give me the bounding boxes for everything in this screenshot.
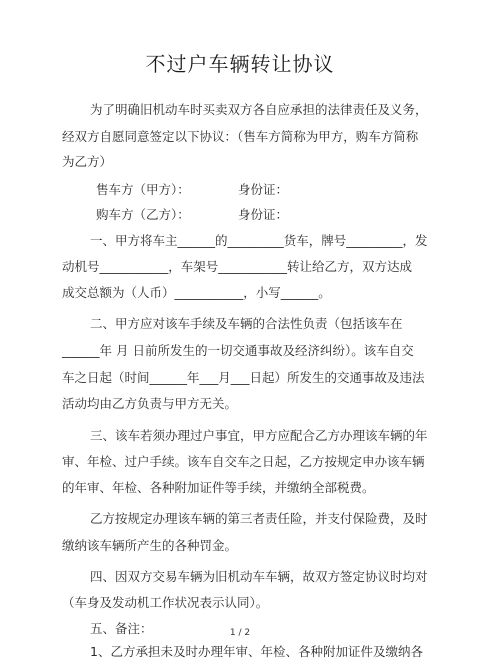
seller-label: 售车方（甲方）： [96, 182, 190, 197]
clause-2-line-3: 车之日起（时间______年___月___日起）所发生的交通事故及违法 [62, 370, 425, 385]
seller-id-label: 身份证： [238, 182, 289, 197]
buyer-label: 购车方（乙方）： [96, 207, 190, 222]
clause-3-line-1: 三、该车若须办理过户事宜，甲方应配合乙方办理该车辆的年 [90, 428, 428, 443]
clause-3-line-3: 的年审、年检、各种附加证件等手续，并缴纳全部税费。 [62, 480, 375, 495]
clause-1-line-2: 动机号___________，车架号___________转让给乙方，双方达成 [62, 259, 413, 274]
intro-line-1: 为了明确旧机动车时买卖双方各自应承担的法律责任及义务， [90, 102, 428, 117]
buyer-id-label: 身份证： [238, 207, 289, 222]
clause-2-line-4: 活动均由乙方负责与甲方无关。 [62, 396, 238, 411]
clause-2-line-2: ______年 月 日前所发生的一切交通事故及经济纠纷）。该车自交 [62, 343, 414, 358]
clause-5-heading: 五、备注： [90, 621, 153, 636]
intro-line-2: 经双方自愿同意签定以下协议：（售车方简称为甲方，购车方简称 [62, 129, 419, 144]
insurance-line-2: 缴纳该车辆所产生的各种罚金。 [62, 538, 238, 553]
clause-2-line-1: 二、甲方应对该车手续及车辆的合法性负责（包括该车在 [90, 316, 403, 331]
remark-item-1: 1、乙方承担未及时办理年审、年检、各种附加证件及缴纳各 [90, 644, 423, 659]
insurance-line-1: 乙方按规定办理该车辆的第三者责任险，并支付保险费，及时 [90, 511, 428, 526]
clause-1-line-3: 成交总额为（人币）___________，小写______。 [62, 285, 331, 300]
clause-3-line-2: 审、年检、过户手续。该车自交车之日起，乙方按规定申办该车辆 [62, 454, 425, 469]
intro-line-3: 为乙方） [62, 154, 113, 169]
document-title: 不过户车辆转让协议 [145, 52, 335, 76]
clause-4-line-2: （车身及发动机工作状况表示认同）。 [62, 595, 269, 610]
page-number: 1 / 2 [229, 628, 251, 638]
clause-4-line-1: 四、因双方交易车辆为旧机动车车辆，故双方签定协议时均对 [90, 569, 428, 584]
clause-1-line-1: 一、甲方将车主______的_________货车，牌号_________，发 [90, 233, 428, 248]
